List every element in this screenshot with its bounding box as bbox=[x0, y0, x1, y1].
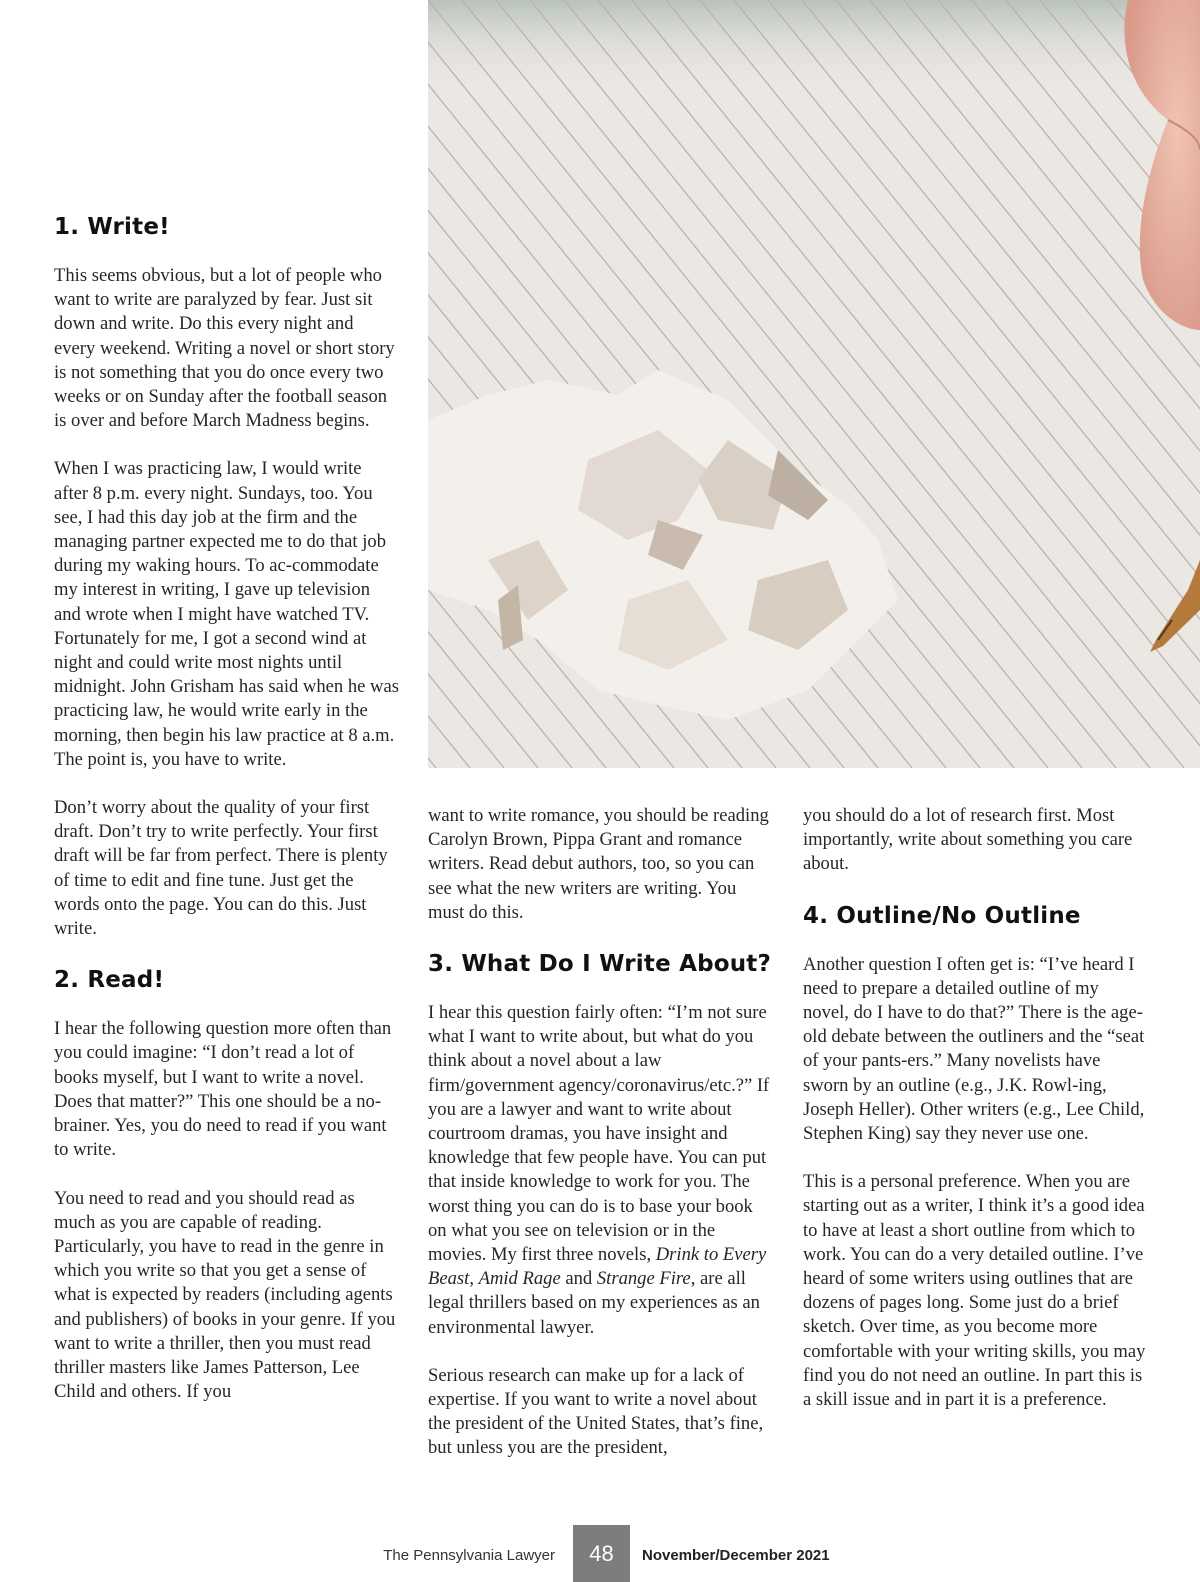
section-heading-read: 2. Read! bbox=[54, 967, 165, 994]
page-number: 48 bbox=[573, 1525, 630, 1582]
book-title: Drink to Every Beast bbox=[428, 1244, 767, 1290]
section-heading-what-to-write: 3. What Do I Write About? bbox=[428, 951, 772, 978]
paragraph: I hear the following question more often than you could imagine: “I don’t read a lot of books myself, but I want to write a novel. Does that matter?” This one should be a no-brainer. Yes, you do need to read if you want to write. bbox=[54, 1018, 392, 1161]
crumpled-paper-illustration bbox=[428, 0, 1200, 768]
book-title: Amid Rage bbox=[478, 1268, 561, 1290]
book-title: Strange Fire bbox=[596, 1268, 691, 1290]
separator-text: , bbox=[469, 1268, 479, 1290]
section-heading-outline: 4. Outline/No Outline bbox=[803, 902, 1081, 929]
paragraph-text: I hear this question fairly often: “I’m not sure what I want to write about, but what do you think about a novel about a law firm/government agency/coronavirus/etc.?” If you are a lawyer and want to write about courtroom dramas, you have insight and knowledge that few people have. You can put that inside knowledge to work for you. The worst thing you can do is to base your book on what you see on television or in the movies. My first three novels, bbox=[428, 1002, 770, 1266]
paragraph: Serious research can make up for a lack of expertise. If you want to write a novel about the president of the United States, that’s fine, but unless you are the president, bbox=[428, 1364, 764, 1459]
paragraph: This seems obvious, but a lot of people who want to write are paralyzed by fear. Just sit down and write. Do this every night and every weekend. Writing a novel or short story is not something that you do once every two weeks or on Sunday after the football season is over and before March Madness begins. bbox=[54, 265, 395, 432]
issue-date: November/December 2021 bbox=[642, 1547, 830, 1564]
paragraph-text: , are all legal thrillers based on my experiences as an environmental lawyer. bbox=[428, 1268, 760, 1338]
paragraph: want to write romance, you should be reading Carolyn Brown, Pippa Grant and romance writers. Read debut authors, too, so you can see what the new writers are writing. You must do this. bbox=[428, 805, 769, 923]
paragraph: you should do a lot of research first. Most importantly, write about something you care about. bbox=[803, 805, 1133, 875]
paragraph: Another question I often get is: “I’ve heard I need to prepare a detailed outline of my novel, do I have to do that?” There is the age-old debate between the outliners and the “seat of your pants-ers.” Many novelists have sworn by an outline (e.g., J.K. Rowl-ing, Joseph Heller). Other writers (e.g., Lee Child, Stephen King) say they never use one. bbox=[803, 953, 1145, 1145]
paragraph: You need to read and you should read as much as you are capable of reading. Particularly, you have to read in the genre in which you write so that you get a sense of what is expected by readers (including agents and publishers) of books in your genre. If you want to write a thriller, then you must read thriller masters like James Patterson, Lee Child and others. If you bbox=[54, 1187, 396, 1403]
paragraph bbox=[428, 1001, 773, 1340]
article-photo bbox=[428, 0, 1200, 768]
section-heading-write: 1. Write! bbox=[54, 214, 170, 240]
paragraph: Don’t worry about the quality of your first draft. Don’t try to write perfectly. Your first draft will be far from perfect. There is plenty of time to edit and fine tune. Just get the words onto the page. You can do this. Just write. bbox=[54, 797, 388, 940]
column-left bbox=[54, 212, 399, 1428]
paragraph: When I was practicing law, I would write after 8 p.m. every night. Sundays, too. You see, I had this day job at the firm and the managing partner expected me to do that job during my waking hours. To ac-commodate my interest in writing, I gave up television and wrote when I might have watched TV. Fortunately for me, I got a second wind at night and could write most nights until midnight. John Grisham has said when he was practicing law, he would write early in the morning, then begin his law practice at 8 a.m. The point is, you have to write. bbox=[54, 458, 399, 770]
separator-text: and bbox=[560, 1268, 597, 1290]
paragraph: This is a personal preference. When you are starting out as a writer, I think it’s a good idea to have at least a short outline from which to work. You can do a very detailed outline. I’ve heard of some writers using outlines that are dozens of pages long. Some just do a brief sketch. Over time, as you become more comfortable with your writing skills, you may find you do not need an outline. In part this is a skill issue and in part it is a preference. bbox=[803, 1171, 1146, 1411]
publication-name: The Pennsylvania Lawyer bbox=[383, 1547, 555, 1564]
column-right bbox=[803, 804, 1148, 1436]
page-footer bbox=[0, 1525, 1200, 1582]
column-middle bbox=[428, 804, 773, 1485]
